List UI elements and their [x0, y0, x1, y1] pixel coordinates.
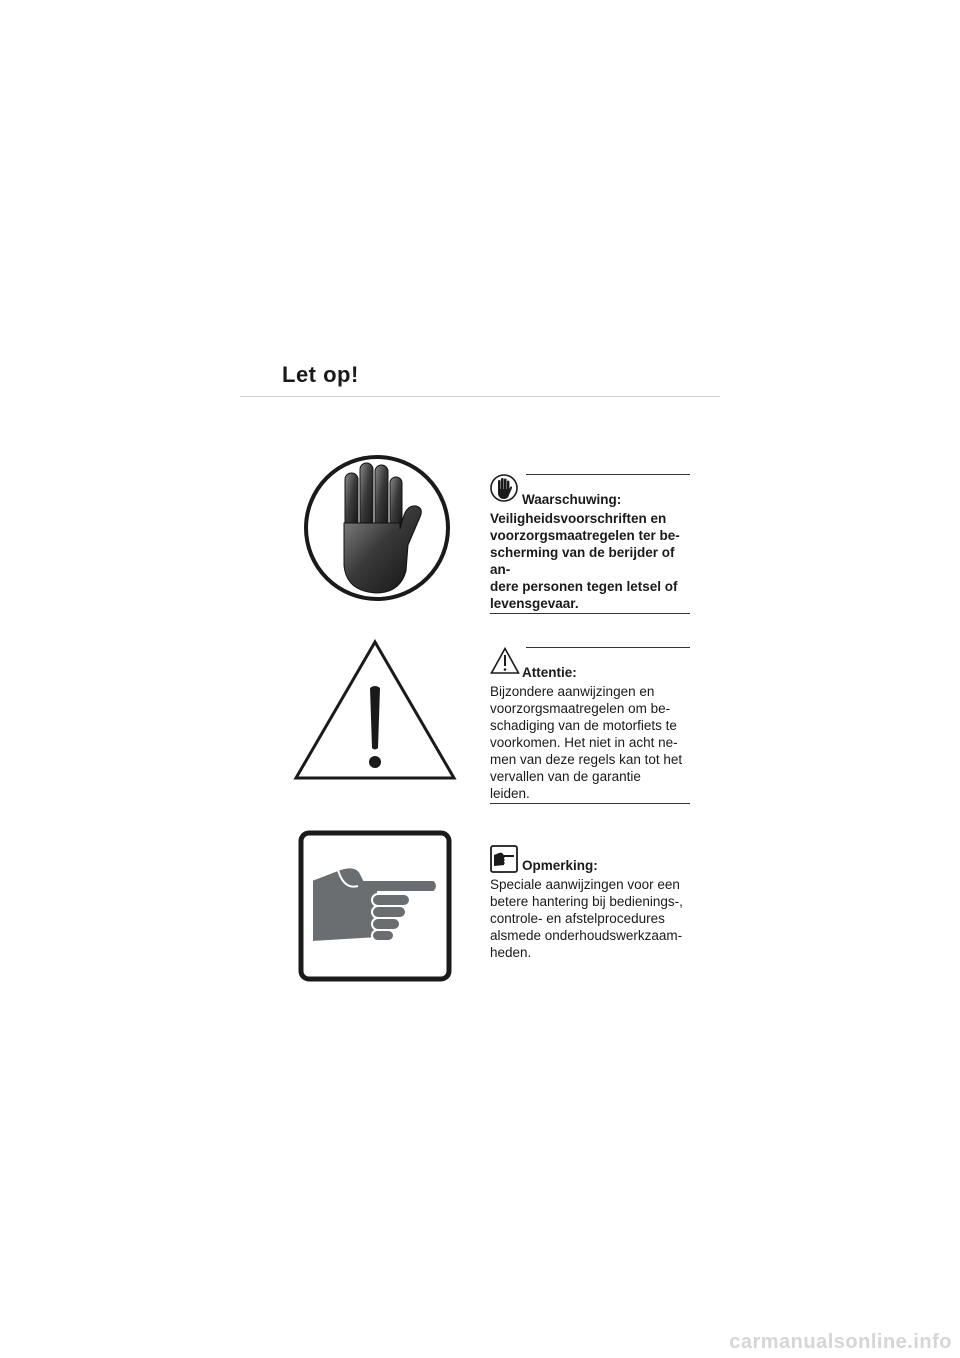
warning-bottom-rule — [490, 613, 690, 614]
note-text: Speciale aanwijzingen voor een betere hantering bij bedienings-, controle- en afstelprocedures alsmede onderhoudswerkzaam- heden. — [490, 877, 683, 960]
pointing-hand-icon — [490, 845, 518, 873]
title-divider — [240, 396, 720, 397]
warning-triangle-pictogram — [292, 638, 458, 783]
attention-text: Bijzondere aanwijzingen en voorzorgsmaatregelen om be- schadiging van de motorfiets te voorkomen. Het niet in acht ne- men van deze regels kan tot het vervallen van de garantie leiden. — [490, 684, 683, 801]
page-title: Let op! — [282, 362, 359, 387]
pointing-hand-pictogram — [298, 830, 452, 982]
attention-bottom-rule — [490, 803, 690, 804]
stop-hand-pictogram — [296, 453, 458, 603]
attention-top-rule — [526, 647, 690, 648]
attention-notice — [490, 647, 690, 804]
warning-label: Waarschuwing: — [522, 492, 622, 507]
stop-hand-icon — [490, 474, 518, 502]
note-label: Opmerking: — [522, 858, 598, 873]
warning-triangle-icon — [490, 647, 520, 675]
warning-top-rule — [526, 474, 690, 475]
watermark: carmanualsonline.info — [729, 1331, 952, 1353]
attention-label: Attentie: — [522, 665, 577, 680]
warning-notice — [490, 474, 690, 614]
warning-text: Veiligheidsvoorschriften en voorzorgsmaatregelen ter be- scherming van de berijder of an- dere personen tegen letsel of levensgevaar. — [490, 511, 680, 611]
note-notice — [490, 845, 690, 961]
